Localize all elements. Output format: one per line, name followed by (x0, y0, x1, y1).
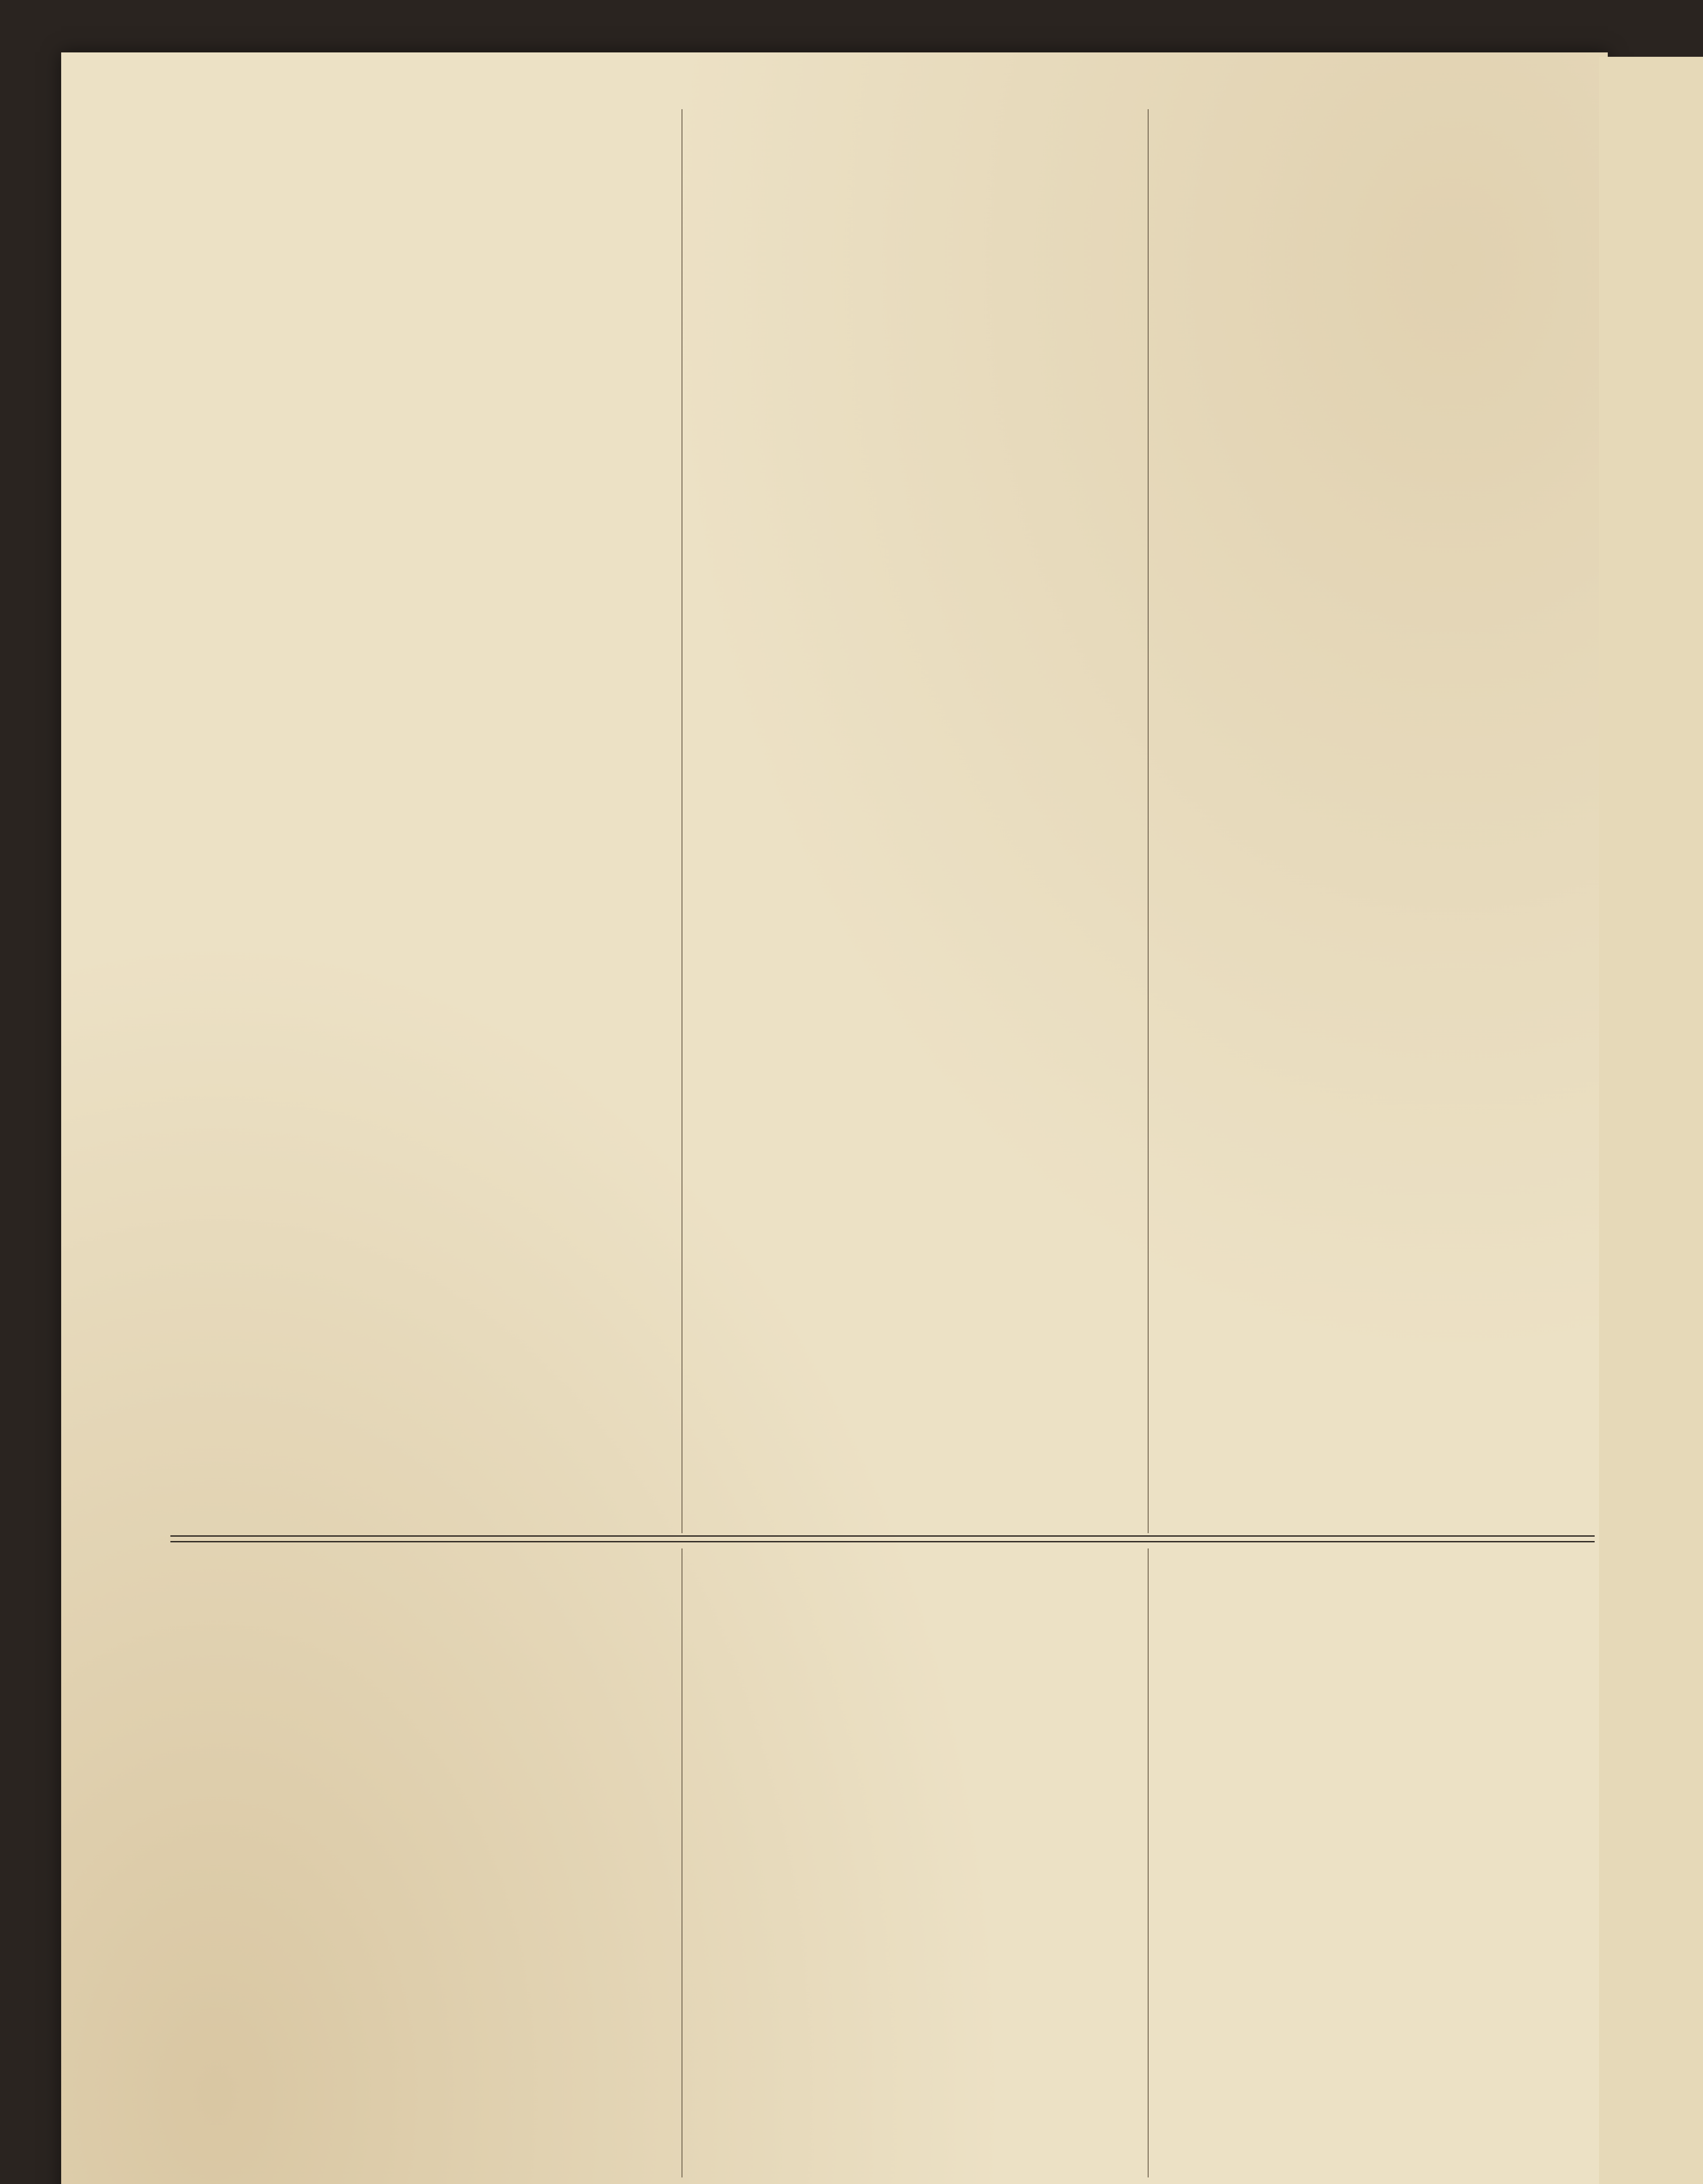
newspaper-page (61, 52, 1608, 2184)
column-divider (1148, 1548, 1149, 2177)
feuilleton-column-2 (690, 1551, 1140, 2175)
feuilleton-column-1 (205, 1551, 673, 2175)
feuilleton-separator (170, 1535, 1595, 1542)
column-2 (690, 109, 1140, 1533)
column-divider (1148, 109, 1149, 1533)
column-3 (1158, 109, 1603, 1533)
adjacent-page-edge (1599, 57, 1703, 2184)
column-1 (205, 114, 673, 1516)
feuilleton-column-3 (1158, 1551, 1603, 2175)
